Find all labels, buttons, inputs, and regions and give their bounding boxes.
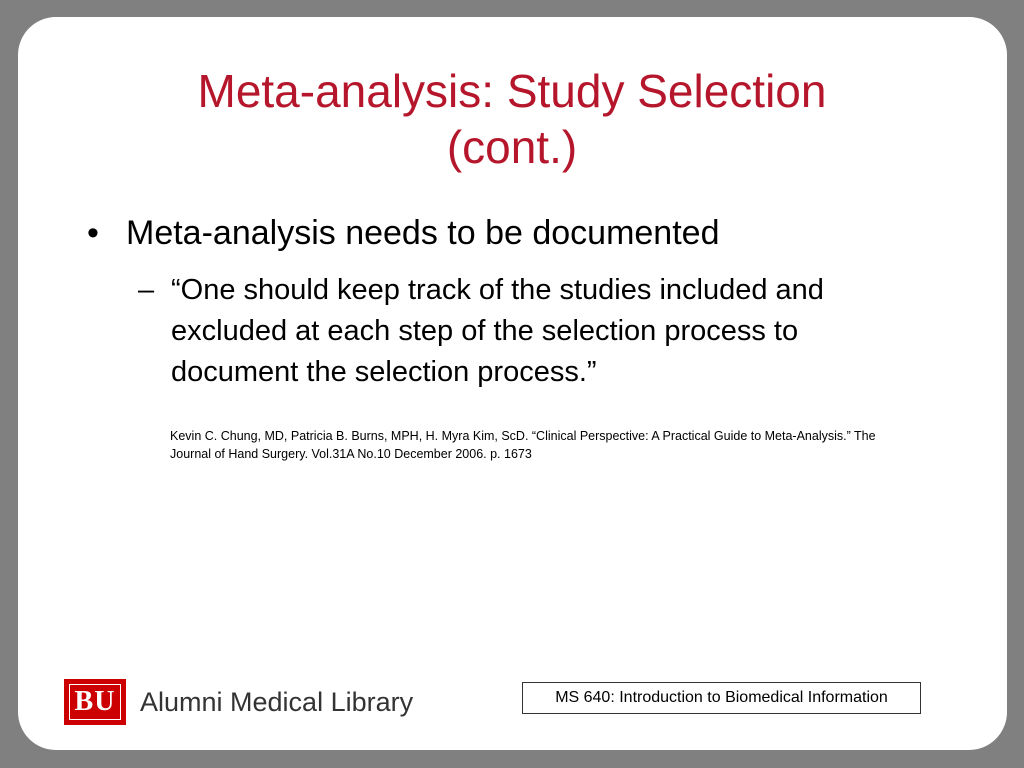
dash-marker: – (138, 274, 155, 306)
library-name: Alumni Medical Library (140, 686, 414, 717)
bullet-level1-text: Meta-analysis needs to be documented (126, 214, 720, 252)
slide-canvas (18, 17, 1007, 750)
slide-title-line1: Meta-analysis: Study Selection (197, 65, 827, 117)
course-label: MS 640: Introduction to Biomedical Information (522, 682, 921, 714)
slide-title-line2: (cont.) (446, 121, 578, 173)
bullet-marker: • (87, 214, 99, 252)
library-logo (64, 678, 413, 726)
bullet-level2-quote: “One should keep track of the studies included and excluded at each step of the selection process to document the selection process.” (171, 274, 824, 388)
bu-logo-mark: BU (74, 686, 116, 717)
citation: Kevin C. Chung, MD, Patricia B. Burns, MPH, H. Myra Kim, ScD. “Clinical Perspective: A Practical Guide to Meta-Analysis.” The Journal of Hand Surgery. Vol.31A No.10 December 2006. p. 1673 (170, 429, 876, 461)
slide-title (18, 63, 1007, 175)
bu-logo-icon (64, 679, 126, 725)
